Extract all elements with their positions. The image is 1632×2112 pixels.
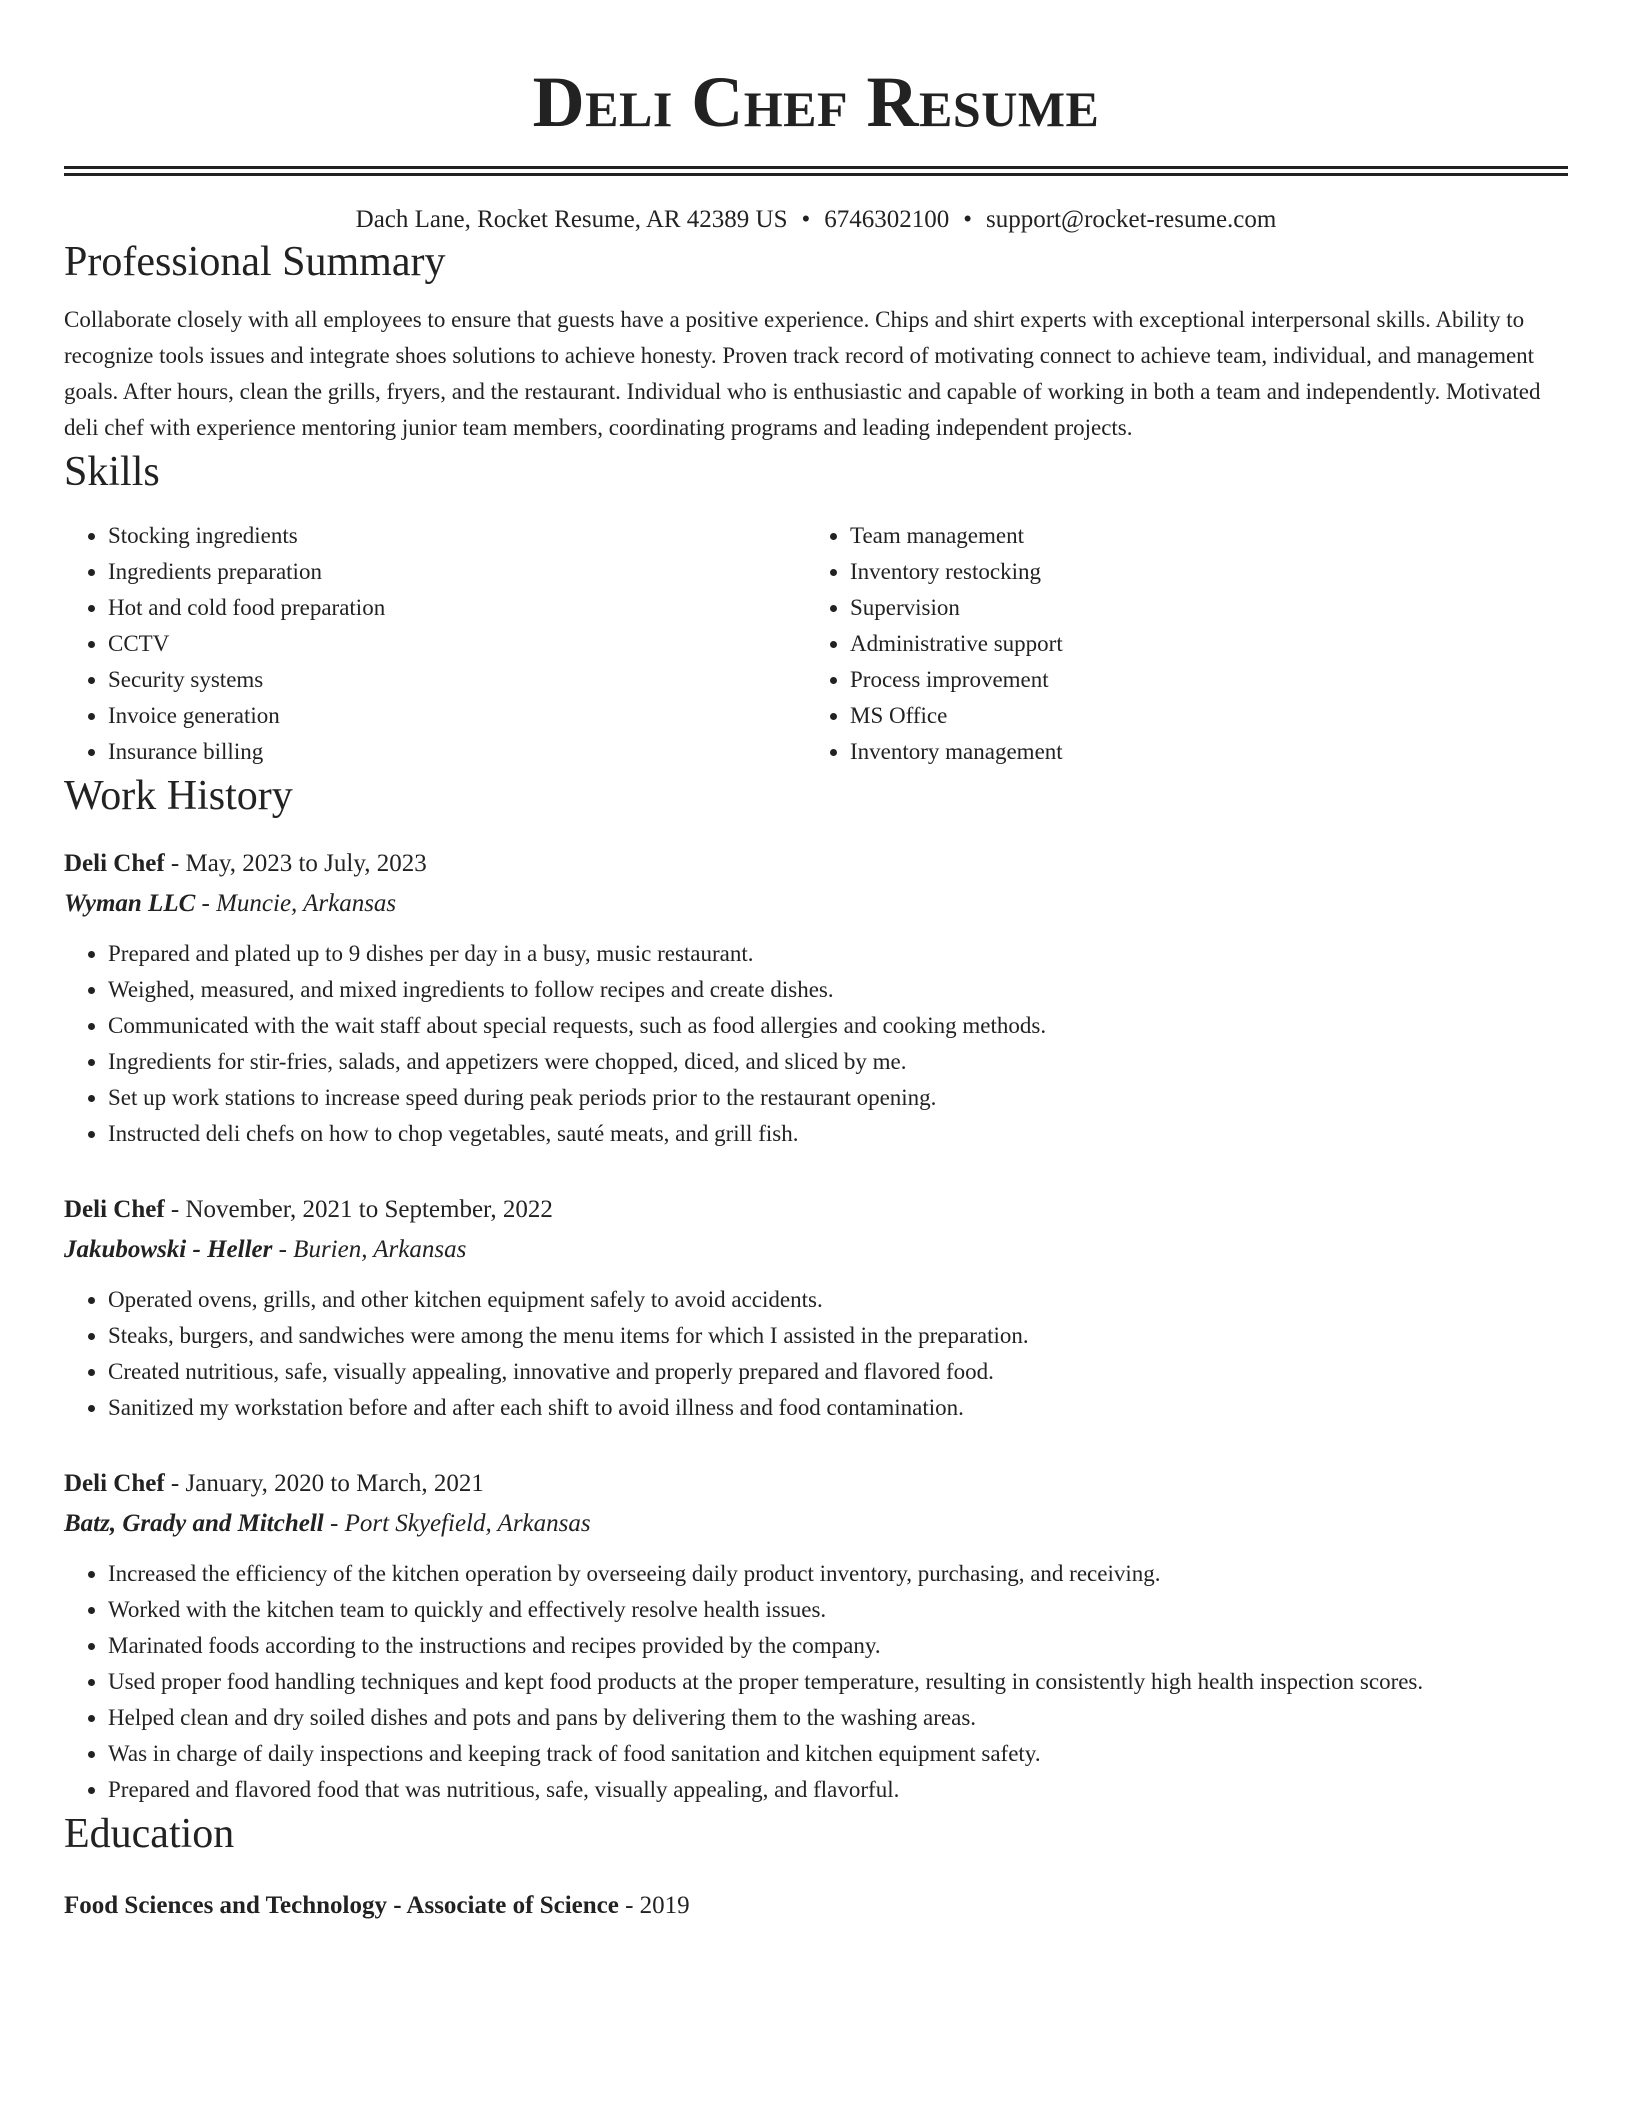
job-dates: - January, 2020 to March, 2021 <box>164 1470 484 1497</box>
skills-section <box>64 446 1568 770</box>
skill-item: • Inventory management <box>850 734 1548 770</box>
company-location: - Burien, Arkansas <box>272 1236 467 1263</box>
duty-item: • Increased the efficiency of the kitchen operation by overseeing daily product inventory, purchasing, and receiving. <box>108 1556 1568 1592</box>
contact-separator: • <box>801 206 811 233</box>
education-year: - 2019 <box>618 1892 690 1919</box>
job-title: Deli Chef <box>64 1470 165 1497</box>
duty-item: • Prepared and flavored food that was nutritious, safe, visually appealing, and flavorful. <box>108 1772 1568 1808</box>
contact-email: support@rocket-resume.com <box>986 206 1277 233</box>
contact-address: Dach Lane, Rocket Resume, AR 42389 US <box>355 206 788 233</box>
resume-title: Deli Chef Resume <box>532 62 1100 142</box>
duty-item: • Operated ovens, grills, and other kitchen equipment safely to avoid accidents. <box>108 1282 1568 1318</box>
company-line <box>64 884 1568 924</box>
job-title: Deli Chef <box>64 1196 165 1223</box>
skill-item: • Supervision <box>850 590 1548 626</box>
duty-item: • Communicated with the wait staff about special requests, such as food allergies and cooking methods. <box>108 1008 1568 1044</box>
work-history-heading: Work History <box>64 773 293 819</box>
contact-separator: • <box>963 206 973 233</box>
skill-item: • Stocking ingredients <box>108 518 806 554</box>
duty-item: • Created nutritious, safe, visually appealing, innovative and properly prepared and flavored food. <box>108 1354 1568 1390</box>
education-heading: Education <box>64 1811 235 1857</box>
skill-item: • Invoice generation <box>108 698 806 734</box>
job-title: Deli Chef <box>64 850 165 877</box>
duty-item: • Steaks, burgers, and sandwiches were among the menu items for which I assisted in the preparation. <box>108 1318 1568 1354</box>
job-duties <box>64 1282 1568 1426</box>
work-history-section <box>64 770 1568 1808</box>
education-degree: Food Sciences and Technology - Associate of Science <box>64 1892 619 1919</box>
contact-phone: 6746302100 <box>824 206 950 233</box>
job-dates: - May, 2023 to July, 2023 <box>164 850 427 877</box>
skills-list-left <box>64 518 806 770</box>
duty-item: • Used proper food handling techniques and kept food products at the proper temperature, resulting in consistently high health inspection scores. <box>108 1664 1568 1700</box>
skill-item: • Ingredients preparation <box>108 554 806 590</box>
company-name: Batz, Grady and Mitchell <box>64 1510 324 1537</box>
job-title-line <box>64 844 1568 884</box>
duty-item: • Sanitized my workstation before and after each shift to avoid illness and food contamination. <box>108 1390 1568 1426</box>
title-divider <box>64 166 1568 176</box>
company-name: Wyman LLC <box>64 890 196 917</box>
duty-item: • Set up work stations to increase speed during peak periods prior to the restaurant opening. <box>108 1080 1568 1116</box>
duty-item: • Marinated foods according to the instructions and recipes provided by the company. <box>108 1628 1568 1664</box>
skill-item: • Inventory restocking <box>850 554 1548 590</box>
job-dates: - November, 2021 to September, 2022 <box>164 1196 553 1223</box>
duty-item: • Weighed, measured, and mixed ingredients to follow recipes and create dishes. <box>108 972 1568 1008</box>
summary-section <box>64 236 1568 446</box>
skill-item: • MS Office <box>850 698 1548 734</box>
contact-line <box>64 204 1568 236</box>
company-name: Jakubowski - Heller <box>64 1236 273 1263</box>
duty-item: • Was in charge of daily inspections and keeping track of food sanitation and kitchen equipment safety. <box>108 1736 1568 1772</box>
job-entry <box>64 844 1568 1152</box>
company-location: - Muncie, Arkansas <box>195 890 397 917</box>
duty-item: • Prepared and plated up to 9 dishes per day in a busy, music restaurant. <box>108 936 1568 972</box>
skill-item: • Security systems <box>108 662 806 698</box>
duty-item: • Ingredients for stir-fries, salads, and appetizers were chopped, diced, and sliced by me. <box>108 1044 1568 1080</box>
education-entry <box>64 1888 1568 1924</box>
education-section <box>64 1808 1568 1924</box>
skill-item: • CCTV <box>108 626 806 662</box>
skills-grid <box>64 518 1568 770</box>
job-entry <box>64 1190 1568 1426</box>
skills-heading: Skills <box>64 449 160 495</box>
company-line <box>64 1230 1568 1270</box>
summary-text: Collaborate closely with all employees to ensure that guests have a positive experience. Chips and shirt experts with exceptional interpersonal skills. Ability to recognize tools issues and integrate shoes solutions to achieve honesty. Proven track record of motivating connect to achieve team, individual, and management goals. After hours, clean the grills, fryers, and the restaurant. Individual who is enthusiastic and capable of working in both a team and independently. Motivated deli chef with experience mentoring junior team members, coordinating programs and leading independent projects. <box>64 307 1541 440</box>
job-title-line <box>64 1464 1568 1504</box>
skill-item: • Team management <box>850 518 1548 554</box>
skill-item: • Administrative support <box>850 626 1548 662</box>
duty-item: • Helped clean and dry soiled dishes and pots and pans by delivering them to the washing areas. <box>108 1700 1568 1736</box>
skill-item: • Hot and cold food preparation <box>108 590 806 626</box>
duty-item: • Worked with the kitchen team to quickly and effectively resolve health issues. <box>108 1592 1568 1628</box>
company-location: - Port Skyefield, Arkansas <box>323 1510 591 1537</box>
duty-item: • Instructed deli chefs on how to chop vegetables, sauté meats, and grill fish. <box>108 1116 1568 1152</box>
job-title-line <box>64 1190 1568 1230</box>
job-entry <box>64 1464 1568 1808</box>
job-duties <box>64 1556 1568 1808</box>
skills-list-right <box>806 518 1548 770</box>
company-line <box>64 1504 1568 1544</box>
skill-item: • Insurance billing <box>108 734 806 770</box>
job-duties <box>64 936 1568 1152</box>
skill-item: • Process improvement <box>850 662 1548 698</box>
summary-heading: Professional Summary <box>64 239 446 285</box>
